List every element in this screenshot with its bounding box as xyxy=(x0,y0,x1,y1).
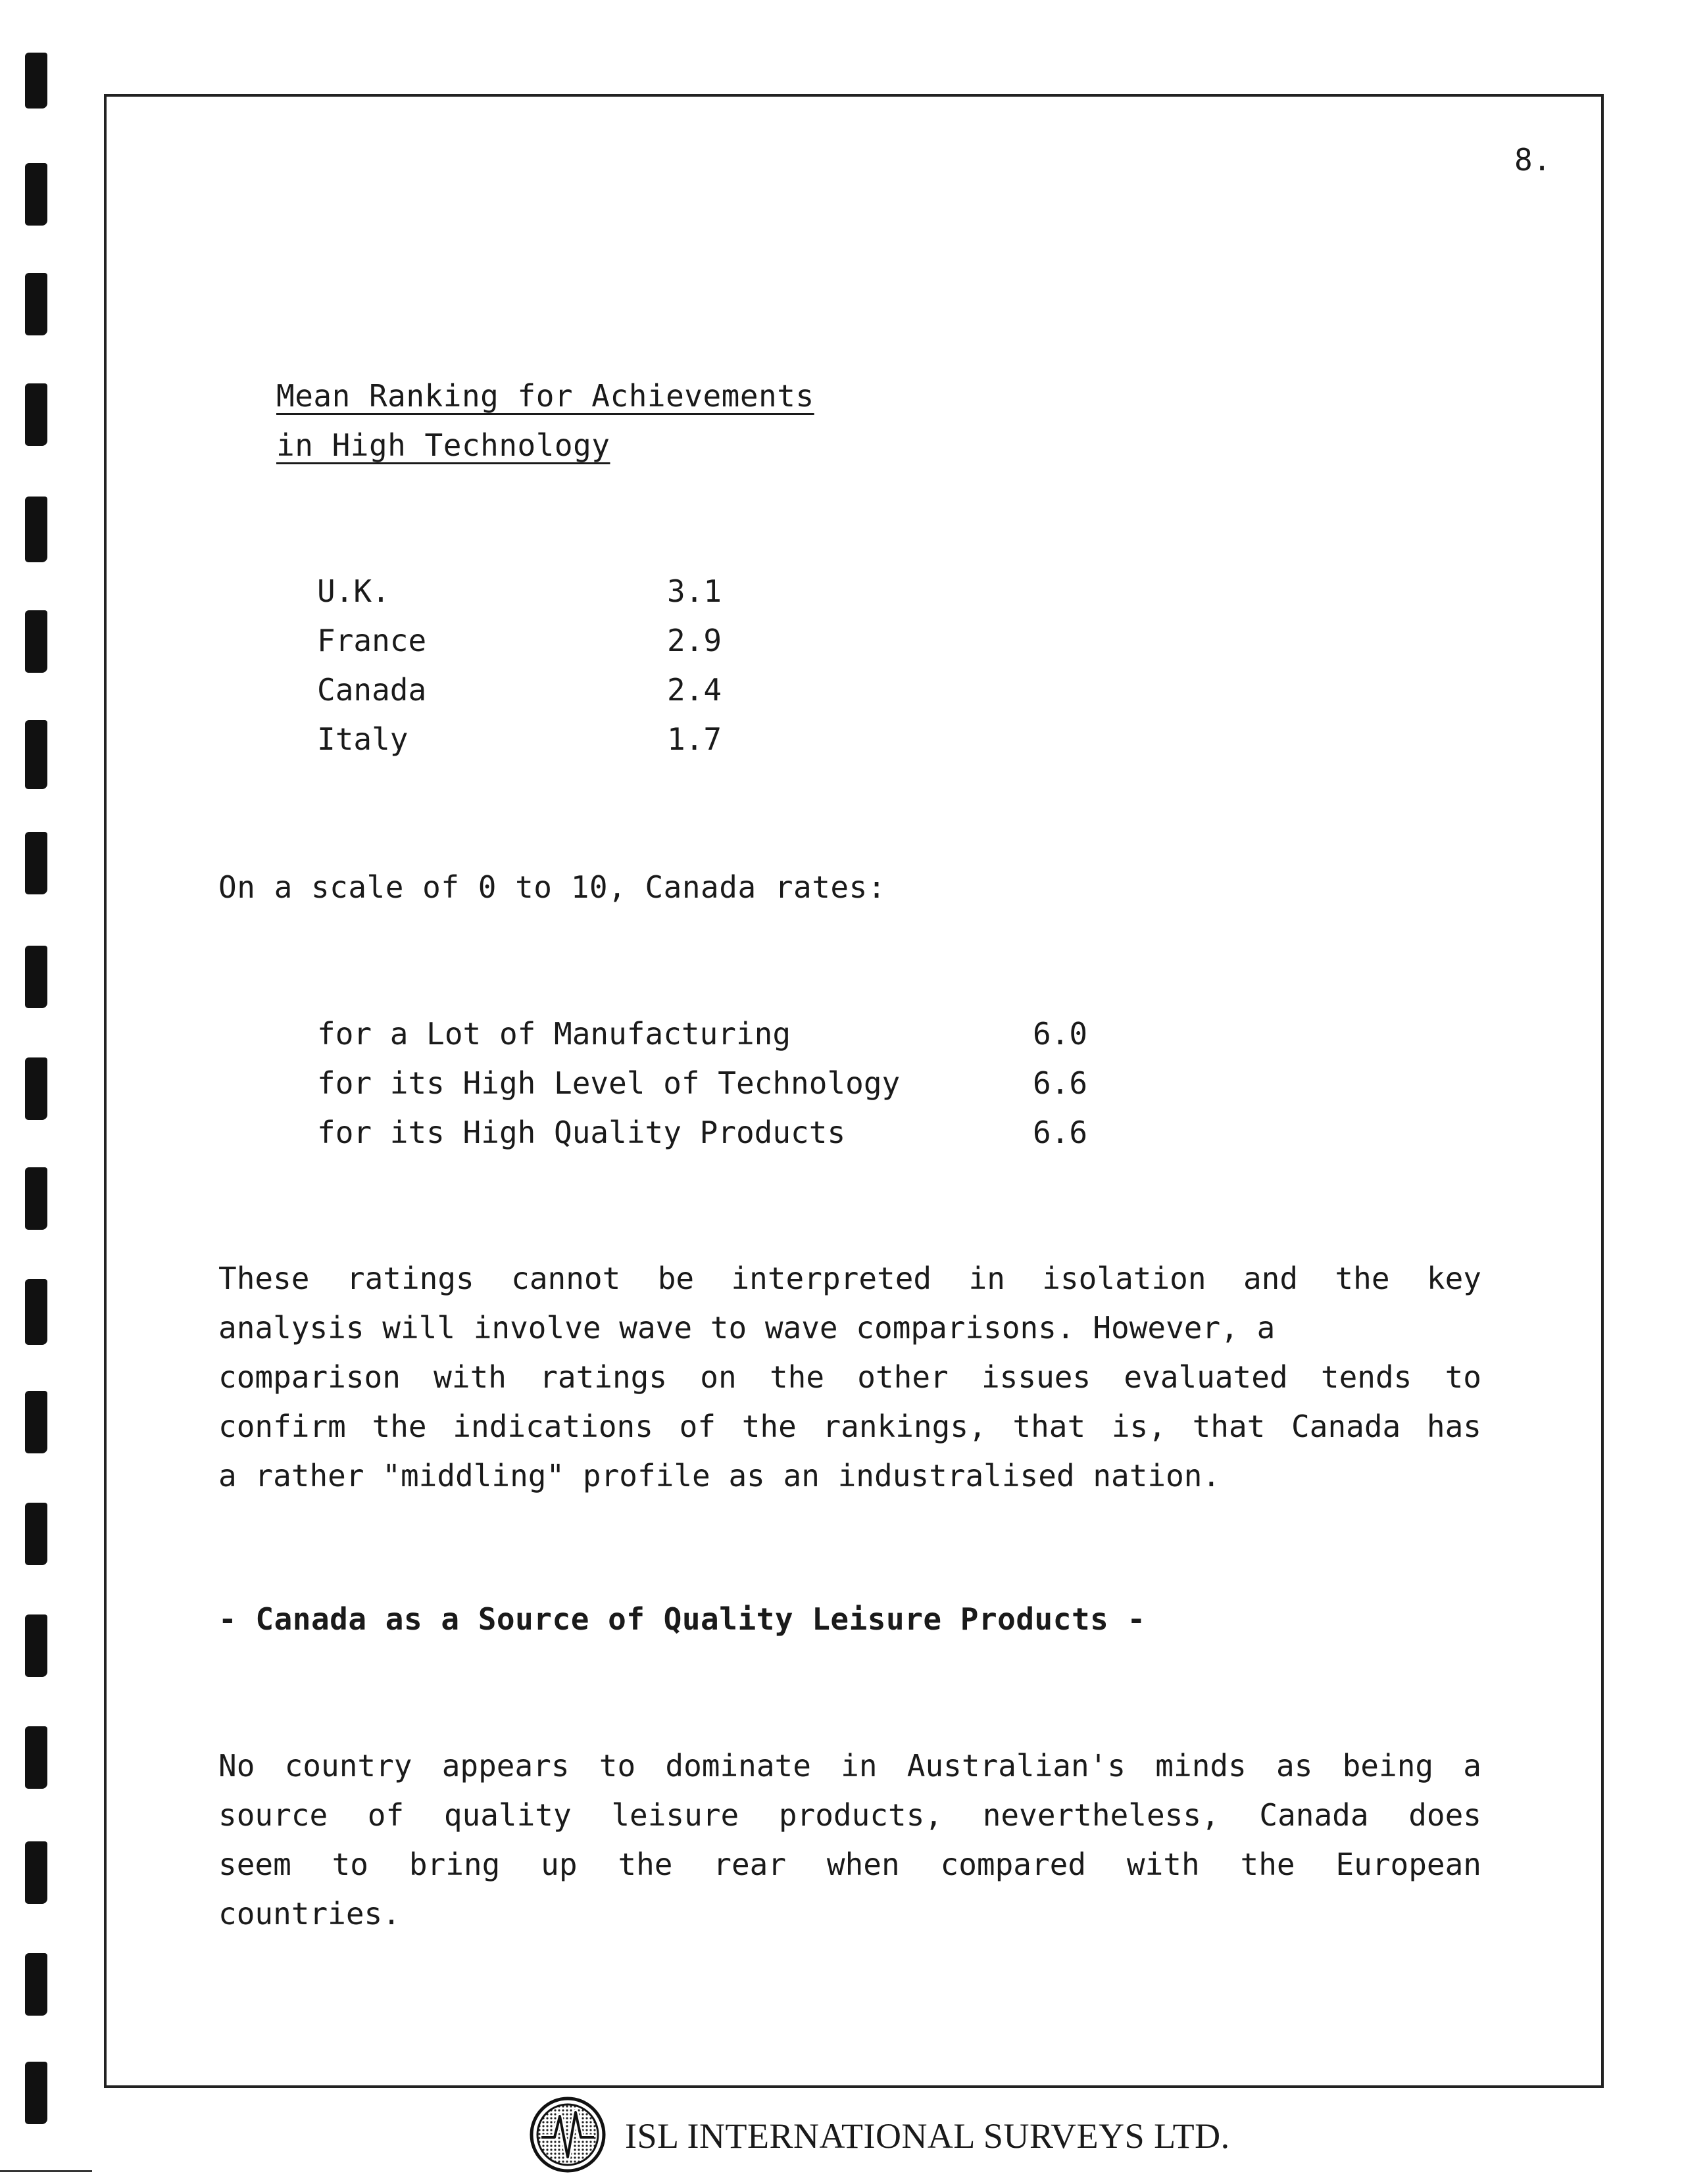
binding-hole xyxy=(25,720,47,789)
company-name: ISL INTERNATIONAL SURVEYS LTD. xyxy=(625,2116,1230,2156)
paragraph-ratings xyxy=(218,1254,1481,1501)
binding-hole xyxy=(25,53,47,109)
ranking-title-line2: in High Technology xyxy=(276,427,610,463)
paragraph-line: seem to bring up the rear when compared with the European xyxy=(218,1847,1481,1882)
binding-hole xyxy=(25,1391,47,1453)
section-heading: - Canada as a Source of Quality Leisure Products - xyxy=(218,1601,1146,1637)
paragraph-leisure xyxy=(218,1741,1481,1939)
ranking-country: France xyxy=(317,623,427,658)
ranking-title-line1: Mean Ranking for Achievements xyxy=(276,378,814,414)
binding-hole xyxy=(25,497,47,562)
paragraph-line: No country appears to dominate in Australian's minds as being a xyxy=(218,1748,1481,1784)
isl-logo-icon xyxy=(530,2097,606,2173)
binding-hole xyxy=(25,1167,47,1230)
binding-hole xyxy=(25,1726,47,1789)
ranking-value: 1.7 xyxy=(667,721,722,757)
scale-intro: On a scale of 0 to 10, Canada rates: xyxy=(218,869,886,905)
bottom-edge-line xyxy=(0,2170,92,2172)
paragraph-line: a rather "middling" profile as an industralised nation. xyxy=(218,1458,1221,1493)
binding-hole xyxy=(25,1057,47,1120)
paragraph-line: analysis will involve wave to wave comparisons. However, a xyxy=(218,1310,1276,1346)
scale-value: 6.6 xyxy=(1033,1115,1088,1150)
binding-holes xyxy=(25,39,51,2170)
binding-hole xyxy=(25,2062,47,2124)
ranking-country: U.K. xyxy=(317,573,390,609)
ranking-country: Canada xyxy=(317,672,427,708)
ranking-value: 3.1 xyxy=(667,573,722,609)
binding-hole xyxy=(25,1503,47,1565)
binding-hole xyxy=(25,1614,47,1677)
scale-label: for its High Quality Products xyxy=(317,1115,846,1150)
paragraph-line: countries. xyxy=(218,1896,401,1931)
binding-hole xyxy=(25,1841,47,1904)
ranking-value: 2.9 xyxy=(667,623,722,658)
binding-hole xyxy=(25,832,47,894)
binding-hole xyxy=(25,383,47,446)
scale-label: for its High Level of Technology xyxy=(317,1065,901,1101)
binding-hole xyxy=(25,1279,47,1345)
scale-label: for a Lot of Manufacturing xyxy=(317,1016,791,1052)
paragraph-line: source of quality leisure products, nevertheless, Canada does xyxy=(218,1797,1481,1833)
paragraph-line: comparison with ratings on the other issues evaluated tends to xyxy=(218,1359,1481,1395)
binding-hole xyxy=(25,610,47,673)
scale-value: 6.6 xyxy=(1033,1065,1088,1101)
paragraph-line: confirm the indications of the rankings, that is, that Canada has xyxy=(218,1409,1481,1444)
page-number: 8. xyxy=(1514,142,1552,178)
binding-hole xyxy=(25,163,47,226)
ranking-value: 2.4 xyxy=(667,672,722,708)
ranking-country: Italy xyxy=(317,721,409,757)
scale-value: 6.0 xyxy=(1033,1016,1088,1052)
binding-hole xyxy=(25,273,47,335)
binding-hole xyxy=(25,946,47,1008)
binding-hole xyxy=(25,1953,47,2016)
paragraph-line: These ratings cannot be interpreted in isolation and the key xyxy=(218,1261,1481,1296)
